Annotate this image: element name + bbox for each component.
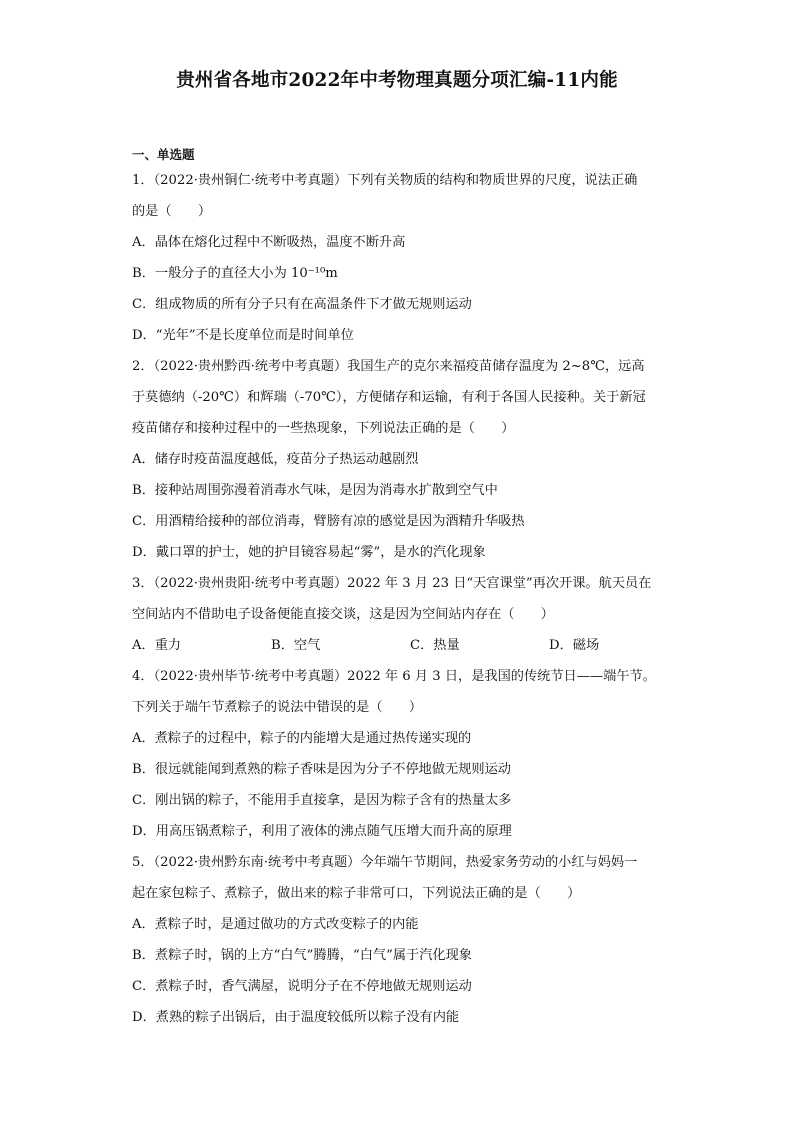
question-3-stem-line-2: 空间站内不借助电子设备便能直接交谈，这是因为空间站内存在（ ）: [132, 607, 554, 622]
question-5: [132, 847, 672, 1033]
question-1-stem-line-2: 的是（ ）: [132, 204, 212, 219]
question-3-option-a[interactable]: A．重力: [132, 638, 182, 653]
question-4: [132, 661, 672, 847]
question-1-stem-line-1: 1．（2022·贵州铜仁·统考中考真题）下列有关物质的结构和物质世界的尺度，说法正确: [132, 173, 638, 188]
question-1: [132, 165, 672, 351]
question-5-option-d[interactable]: D．煮熟的粽子出锅后，由于温度较低所以粽子没有内能: [132, 1010, 460, 1025]
question-5-option-c[interactable]: C．煮粽子时，香气满屋，说明分子在不停地做无规则运动: [132, 979, 472, 994]
question-1-option-a[interactable]: A．晶体在熔化过程中不断吸热，温度不断升高: [132, 235, 406, 250]
question-3-stem-line-1: 3．（2022·贵州贵阳·统考中考真题）2022 年 3 月 23 日“天宫课堂”再次开课。航天员在: [132, 576, 652, 591]
question-2-stem-line-3: 疫苗储存和接种过程中的一些热现象，下列说法正确的是（ ）: [132, 421, 515, 436]
question-2-stem-line-2: 于莫德纳（-20℃）和辉瑞（-70℃），方便储存和运输，有利于各国人民接种。关于新冠: [132, 390, 646, 405]
question-4-option-b[interactable]: B．很远就能闻到煮熟的粽子香味是因为分子不停地做无规则运动: [132, 762, 511, 777]
question-3-option-d[interactable]: D．磁场: [549, 638, 600, 653]
question-1-option-b[interactable]: B．一般分子的直径大小为 10⁻¹⁰m: [132, 266, 338, 281]
page-title: 贵州省各地市2022年中考物理真题分项汇编-11内能: [176, 70, 618, 91]
question-3-option-b[interactable]: B．空气: [271, 638, 321, 653]
question-4-stem-line-1: 4．（2022·贵州毕节·统考中考真题）2022 年 6 月 3 日，是我国的传统节日——端午节。: [132, 669, 656, 684]
question-2-stem-line-1: 2．（2022·贵州黔西·统考中考真题）我国生产的克尔来福疫苗储存温度为 2~8℃，远高: [132, 359, 645, 374]
question-4-option-c[interactable]: C．刚出锅的粽子，不能用手直接拿，是因为粽子含有的热量太多: [132, 793, 512, 808]
question-2-option-c[interactable]: C．用酒精给接种的部位消毒，臂膀有凉的感觉是因为酒精升华吸热: [132, 514, 525, 529]
question-2: [132, 351, 672, 568]
question-3: [132, 568, 672, 661]
question-4-option-d[interactable]: D．用高压锅煮粽子，利用了液体的沸点随气压增大而升高的原理: [132, 824, 512, 839]
section-heading: 一、单选题: [132, 147, 195, 162]
question-5-stem-line-1: 5．（2022·贵州黔东南·统考中考真题）今年端午节期间，热爱家务劳动的小红与妈妈一: [132, 855, 638, 870]
question-2-option-b[interactable]: B．接种站周围弥漫着消毒水气味，是因为消毒水扩散到空气中: [132, 483, 498, 498]
question-3-option-c[interactable]: C．热量: [410, 638, 460, 653]
question-2-option-d[interactable]: D．戴口罩的护士，她的护目镜容易起“雾”，是水的汽化现象: [132, 545, 486, 560]
question-1-option-d[interactable]: D．“光年”不是长度单位而是时间单位: [132, 328, 354, 343]
question-2-option-a[interactable]: A．储存时疫苗温度越低，疫苗分子热运动越剧烈: [132, 452, 419, 467]
question-5-option-a[interactable]: A．煮粽子时，是通过做功的方式改变粽子的内能: [132, 917, 419, 932]
question-1-option-c[interactable]: C．组成物质的所有分子只有在高温条件下才做无规则运动: [132, 297, 472, 312]
question-5-option-b[interactable]: B．煮粽子时，锅的上方“白气”腾腾，“白气”属于汽化现象: [132, 948, 472, 963]
question-5-stem-line-2: 起在家包粽子、煮粽子，做出来的粽子非常可口，下列说法正确的是（ ）: [132, 886, 581, 901]
question-3-options: [132, 630, 672, 661]
question-4-option-a[interactable]: A．煮粽子的过程中，粽子的内能增大是通过热传递实现的: [132, 731, 472, 746]
question-list: [132, 145, 672, 1033]
question-4-stem-line-2: 下列关于端午节煮粽子的说法中错误的是（ ）: [132, 700, 423, 715]
